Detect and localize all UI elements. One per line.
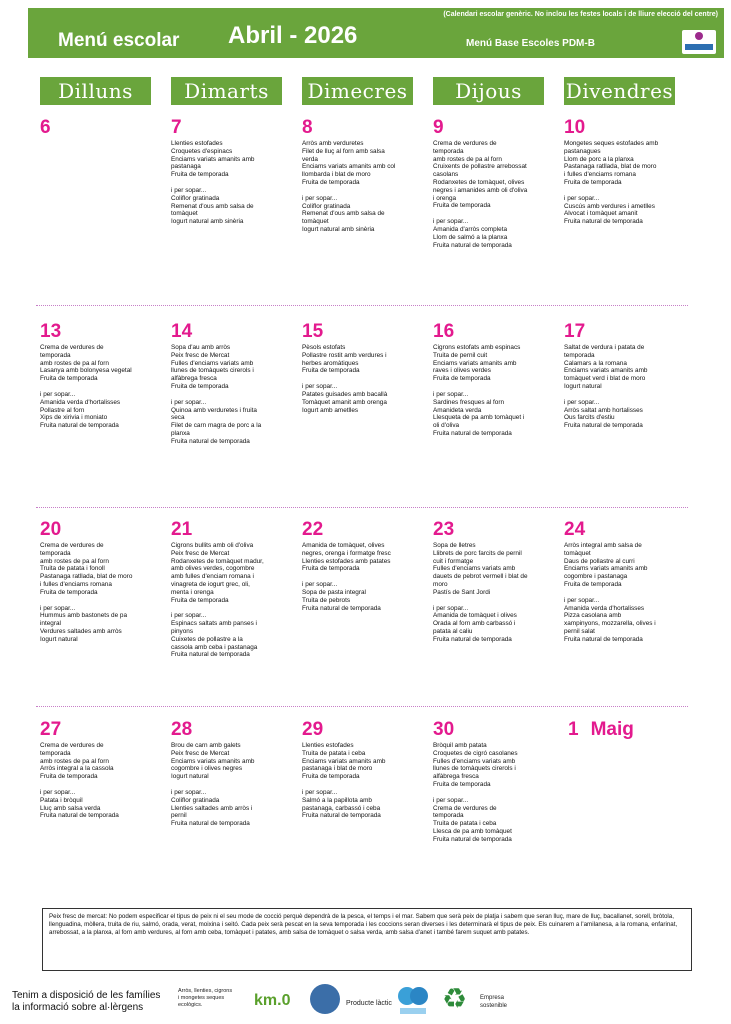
menu-line: Fulles d'enciams variats amb [433,565,516,573]
menu-line: Patata i bròquil [40,796,83,804]
sustainable-label: Empresa sostenible [480,995,508,1009]
next-month-label: Maig [590,719,634,740]
menu-line: Arròs amb verduretes [302,140,364,147]
menu-line: temporada [433,812,464,820]
menu-list [171,140,296,226]
menu-list [433,542,558,644]
menu-line: Cigrons estofats amb espinacs [433,344,521,351]
menu-list [302,742,427,820]
day-number: 15 [302,321,324,342]
menu-line: Brou de carn amb galets [171,742,241,749]
day-number: 24 [564,519,586,540]
menu-line: Peix fresc de Mercat [171,749,230,757]
menu-line: Fruita de temporada [302,565,360,573]
menu-line: Remenat d'ous amb salsa de [171,202,254,210]
day-number: 28 [171,719,193,740]
menu-line: Llenties estofades [302,742,354,749]
menu-line: Patates guisades amb bacallà [302,390,388,398]
menu-line: i fulles d'enciams romana [564,171,636,179]
menu-line: Fruita de temporada [302,367,360,375]
menu-line: Peix fresc de Mercat [171,549,230,557]
menu-line: Fruita natural de temporada [433,835,512,843]
menu-line: Fruita de temporada [433,375,491,383]
menu-line: Fruita natural de temporada [564,422,643,430]
menu-line: Pastanaga ratllada, blat de moro [40,573,133,581]
menu-line: Enciams variats amanits amb [171,757,255,765]
day-number: 7 [171,117,182,138]
menu-line: i per sopar... [433,390,469,398]
menu-line: i per sopar... [433,796,469,804]
day-number: 22 [302,519,324,540]
month-title: Abril - 2026 [228,22,358,49]
menu-line: pernil salat [564,627,595,635]
week-divider [36,305,688,306]
menu-line: Espinacs saltats amb panses i [171,620,257,628]
menu-line: Croquetes de cigró casolanes [433,749,518,757]
menu-line: Enciams variats amanits amb [302,757,386,765]
menu-line: Truita de pebrots [302,596,351,604]
menu-line: Lluç amb salsa verda [40,804,101,812]
menu-line: temporada [564,351,595,359]
day-number: 10 [564,117,586,138]
day-header-monday: Dilluns [40,77,151,105]
menu-line: Fruita natural de temporada [433,241,512,249]
calendar-notice: (Calendari escolar genèric. No inclou les festes locals i de lliure elecció del centre) [443,11,718,18]
menu-line: Coliflor gratinada [171,194,220,202]
menu-line: Cruixents de pollastre arrebossat [433,163,527,171]
menu-line: negres i amanides amb oli d'oliva [433,186,528,194]
menu-line: Llenties estofades [171,140,223,147]
menu-line: Pizza casolana amb [564,612,622,620]
fish-footnote: Peix fresc de mercat: No podem especificar el tipus de peix ni el seu mode de cocció perquè dependrà de la pesca, el temps i el mar. Sabem que serà peix de platja i sabem que seran lluç, mare de lluç, bacallanet, sorell, bròtola, llenguadina, mòllera, truita de riu, salmó, orada, verat, moixina i seitó. Cada peix serà pescat en la seva temporada i les coccions seran diverses i les determinarà el tipus de peix. Els cuinarem a l'amilanesa, a la romana, enfarinat, arrebossat, a la planxa, al forn amb verdures, al forn amb ceba, tomàquet i patates, amb salsa de tomàquet o salsa verda, amb salsa d'anet i també farem suquet amb patates. [42,908,692,971]
day-header-tuesday: Dimarts [171,77,282,105]
menu-line: Fruita natural de temporada [564,218,643,226]
menu-line: cuit i formatge [433,557,474,565]
menu-line: i per sopar... [564,194,600,202]
day-cell [40,118,165,140]
footer [0,982,731,1024]
menu-line: Iogurt amb ametlles [302,406,359,414]
menu-line: Amanideta verda [433,406,482,414]
menu-line: Pèsols estofats [302,344,346,351]
menu-line: Fruita natural de temporada [40,812,119,820]
menu-list [302,140,427,234]
menu-line: Enciams variats amanits amb [564,367,648,375]
menu-line: Fruita de temporada [564,580,622,588]
menu-title: Menú escolar [58,30,180,51]
menu-line: pastanaga [171,163,201,171]
menu-line: i per sopar... [302,383,338,391]
menu-line: llunes de tomàquets cirerols i [433,765,516,773]
menu-line: Calamars a la romana [564,359,627,367]
menu-line: Daus de pollastre al curri [564,557,635,565]
menu-line: Coliflor gratinada [171,796,220,804]
day-cell [564,322,689,430]
day-cell [171,720,296,828]
menu-line: temporada [433,147,464,155]
menu-line: i per sopar... [171,186,207,194]
menu-line: temporada [40,351,71,359]
menu-line: Llesca de pa amb tomàquet [433,827,512,835]
km0-logo: km.0 [254,992,291,1009]
menu-list [433,140,558,249]
menu-line: raves i olives verdes [433,367,491,375]
menu-line: tomàquet [564,549,591,557]
menu-line: Amanida d'arròs completa [433,225,508,233]
menu-line: i per sopar... [171,612,207,620]
menu-line: amb rostes de pa al forn [40,757,109,765]
menu-line: i per sopar... [564,596,600,604]
day-cell [433,118,558,249]
menu-line: Fruita de temporada [302,178,360,186]
menu-line: Coliflor gratinada [302,202,351,210]
menu-line: Lasanya amb bolonyesa vegetal [40,367,132,375]
menu-line: Sopa d'au amb arròs [171,344,231,351]
menu-list [171,542,296,659]
menu-line: Fulles d'enciams variats amb [433,757,516,765]
day-number: 20 [40,519,62,540]
day-cell [171,118,296,226]
water-logo [396,984,430,1016]
day-number: 27 [40,719,62,740]
menu-line: Enciams variats amanits amb col [302,163,396,171]
menu-line: moro [433,580,448,588]
menu-line: Pastanaga ratllada, blat de moro [564,163,657,171]
menu-line: pernil [171,812,187,820]
menu-line: Fruita natural de temporada [171,437,250,445]
menu-line: verda [302,155,318,163]
menu-line: patata al caliu [433,627,473,635]
menu-line: negres, orenga i formatge fresc [302,549,391,557]
menu-line: Ous farcits d'estiu [564,414,615,422]
menu-line: Fruita de temporada [171,171,229,179]
menu-line: integral [40,620,61,628]
menu-line: Fruita natural de temporada [171,651,250,659]
menu-line: i per sopar... [302,581,338,589]
menu-line: Rodanxetes de tomàquet madur, [171,557,264,565]
day-cell [564,520,689,644]
menu-line: Fruita de temporada [40,773,98,781]
menu-line: Iogurt natural [171,773,209,781]
day-cell [40,520,165,644]
menu-line: Enciams variats amanits amb [564,565,648,573]
day-number: 9 [433,117,444,138]
menu-line: Arròs saltat amb hortalisses [564,406,643,414]
menu-line: amb rostes de pa al forn [40,557,109,565]
recycle-icon: ♻ [442,983,468,1014]
menu-line: Amanida de tomàquet i olives [433,612,517,620]
menu-line: amb rostes de pa al forn [433,155,502,163]
menu-line: Remenat d'ous amb salsa de [302,210,385,218]
menu-line: Fruita de temporada [433,780,491,788]
dairy-label: Producte làctic [346,1000,392,1007]
day-number: 21 [171,519,193,540]
menu-line: Llesqueta de pa amb tomàquet i [433,414,525,422]
menu-list [40,542,165,644]
menu-line: Fruita natural de temporada [40,422,119,430]
menu-list [564,542,689,644]
day-cell [433,720,558,844]
menu-line: i orenga [433,194,457,202]
day-number: 1 Maig [568,719,634,740]
menu-line: Verdures saltades amb arròs [40,627,122,635]
day-header-friday: Divendres [565,79,674,103]
menu-line: Truita de patata i fonoll [40,565,105,573]
menu-line: Enciams variats amanits amb [171,155,255,163]
menu-list [433,742,558,844]
menu-line: Pollastre rostit amb verdures i [302,351,387,359]
menu-line: Croquetes d'espinacs [171,147,233,155]
menu-line: Llenties estofades amb patates [302,557,391,565]
menu-line: cogombre i pastanaga [564,573,628,581]
menu-line: Llenties saltades amb arròs i [171,804,253,812]
menu-line: Amanida verda d'hortalisses [564,604,645,612]
menu-list [564,344,689,430]
menu-line: Truita de pernil cuit [433,351,488,359]
menu-line: Cuscús amb verdures i ametlles [564,202,655,210]
menu-line: Orada al forn amb carbassó i [433,620,516,628]
menu-line: Amanida de tomàquet, olives [302,542,385,549]
menu-line: Xips de xirivia i moniato [40,414,108,422]
menu-line: Quinoa amb verduretes i fruita [171,406,257,414]
menu-line: i per sopar... [302,194,338,202]
day-number: 13 [40,321,62,342]
organic-notice: Arròs, llenties, cigrons i mongetes seques ecològics. [178,988,233,1008]
menu-line: Filet de carn magra de porc a la [171,422,262,430]
day-number: 6 [40,117,51,138]
day-number: 16 [433,321,455,342]
menu-list [302,344,427,414]
menu-line: Truita de patata i ceba [302,749,366,757]
day-number: 30 [433,719,455,740]
menu-line: Cuixetes de pollastre a la [171,635,243,643]
menu-line: pastanagues [564,147,601,155]
menu-line: Iogurt natural amb sinèria [302,225,375,233]
menu-line: oli d'oliva [433,422,460,430]
menu-line: i per sopar... [40,390,76,398]
menu-line: Crema de verdures de [40,742,104,749]
menu-line: Bròquil amb patata [433,742,487,749]
menu-line: Fruita de temporada [302,773,360,781]
menu-line: alfàbrega fresca [171,375,217,383]
menu-line: alfàbrega fresca [433,773,479,781]
menu-line: Fruita natural de temporada [433,429,512,437]
company-logo [682,30,716,54]
menu-line: Peix fresc de Mercat [171,351,230,359]
day-cell [433,520,558,644]
menu-line: Fulles d'enciams variats amb [171,359,254,367]
menu-line: Truita de patata i ceba [433,820,497,828]
menu-list [171,344,296,446]
menu-line: cogombre i olives negres [171,765,243,773]
menu-line: i per sopar... [171,788,207,796]
menu-line: Fruita de temporada [564,178,622,186]
day-cell [564,118,689,226]
menu-line: i per sopar... [564,398,600,406]
menu-line: Crema de verdures de [40,344,104,351]
day-cell [40,720,165,820]
menu-line: llombarda i blat de moro [302,171,371,179]
menu-list [40,344,165,430]
menu-line: i per sopar... [40,604,76,612]
menu-line: xampinyons, mozzarella, olives i [564,620,656,628]
menu-line: Tomàquet amanit amb orenga [302,398,387,406]
day-header-wednesday: Dimecres [302,77,413,105]
menu-line: Iogurt natural [40,635,78,643]
menu-line: tomàquet [171,210,198,218]
menu-line: dauets de pebrot vermell i blat de [433,573,528,581]
week-divider [36,706,688,707]
menu-line: tomàquet [302,218,329,226]
menu-list [171,742,296,828]
menu-list [40,742,165,820]
day-cell [302,520,427,612]
day-number: 17 [564,321,586,342]
menu-line: pinyons [171,627,194,635]
menu-line: Sopa de pasta integral [302,588,366,596]
menu-line: Arròs integral a la cassola [40,765,114,773]
menu-line: i per sopar... [40,788,76,796]
menu-line: Llom de porc a la planxa [564,155,634,163]
menu-line: tomàquet verd i blat de moro [564,375,646,383]
day-cell [171,322,296,446]
menu-line: Fruita natural de temporada [302,812,381,820]
menu-line: Saltat de verdura i patata de [564,344,645,351]
day-cell [40,322,165,430]
menu-line: Amanida verda d'hortalisses [40,398,121,406]
menu-line: Alvocat i tomàquet amanit [564,210,638,218]
menu-line: pastanaga i blat de moro [302,765,373,773]
menu-line: Fruita de temporada [40,375,98,383]
menu-line: planxa [171,429,190,437]
menu-line: amb olives verdes, cogombre [171,565,255,573]
menu-line: Pastís de Sant Jordi [433,588,491,596]
menu-line: i per sopar... [302,788,338,796]
day-header-thursday: Dijous [433,77,544,105]
menu-line: Enciams variats amanits amb [433,359,517,367]
day-cell [568,720,693,742]
menu-line: cassola amb ceba i pastanaga [171,643,258,651]
menu-line: amb fulles d'enciam romana i [171,573,254,581]
menu-line: i per sopar... [433,218,469,226]
menu-line: herbes aromàtiques [302,359,359,367]
menu-line: Llibrets de porc farcits de pernil [433,549,522,557]
menu-line: Mongetes seques estofades amb [564,140,659,147]
day-cell [433,322,558,438]
menu-line: Sardines fresques al forn [433,398,505,406]
menu-line: Fruita de temporada [40,588,98,596]
menu-line: Fruita natural de temporada [433,635,512,643]
day-number: 8 [302,117,313,138]
menu-line: Fruita de temporada [171,596,229,604]
menu-line: Fruita natural de temporada [171,820,250,828]
menu-line: menta i orenga [171,588,214,596]
menu-line: Iogurt natural [564,382,602,390]
menu-line: amb rostes de pa al forn [40,359,109,367]
menu-line: Crema de verdures de [433,804,497,812]
day-cell [171,520,296,659]
menu-line: pastanaga, carbassó i ceba [302,804,381,812]
day-cell [302,720,427,820]
day-number: 29 [302,719,324,740]
menu-line: Crema de verdures de [40,542,104,549]
menu-line: Rodanxetes de tomàquet, olives [433,178,525,186]
menu-line: llunes de tomàquets cirerols i [171,367,254,375]
menu-line: Sopa de lletres [433,542,476,549]
menu-line: temporada [40,749,71,757]
menu-line: Fruita natural de temporada [564,635,643,643]
day-number: 14 [171,321,193,342]
menu-line: seca [171,414,185,422]
menu-line: Hummus amb bastonets de pa [40,612,128,620]
week-divider [36,507,688,508]
header-banner [28,8,724,58]
menu-list [564,140,689,226]
day-cell [302,118,427,234]
menu-list [302,542,427,612]
menu-type: Menú Base Escoles PDM-B [466,38,595,49]
allergen-notice: Tenim a disposició de les famílies la informació sobre al·lèrgens [12,990,161,1013]
menu-line: vinagreta de iogurt grec, oli, [171,580,250,588]
menu-line: Llom de salmó a la planxa [433,233,508,241]
dairy-logo [310,984,340,1014]
menu-line: casolans [433,171,459,179]
menu-line: Arròs integral amb salsa de [564,542,642,549]
menu-line: Crema de verdures de [433,140,497,147]
menu-line: Fruita de temporada [433,202,491,210]
menu-line: Filet de lluç al forn amb salsa [302,147,385,155]
menu-line: Salmó a la papillota amb [302,796,372,804]
menu-line: i fulles d'enciams romana [40,580,112,588]
menu-line: Fruita natural de temporada [302,604,381,612]
menu-line: Cigrons bullits amb oli d'oliva [171,542,254,549]
menu-line: Iogurt natural amb sinèria [171,218,244,226]
day-number: 23 [433,519,455,540]
menu-line: i per sopar... [171,398,207,406]
day-cell [302,322,427,414]
menu-line: Fruita de temporada [171,382,229,390]
menu-list [433,344,558,438]
menu-line: Pollastre al forn [40,406,85,414]
menu-line: i per sopar... [433,604,469,612]
menu-line: temporada [40,549,71,557]
